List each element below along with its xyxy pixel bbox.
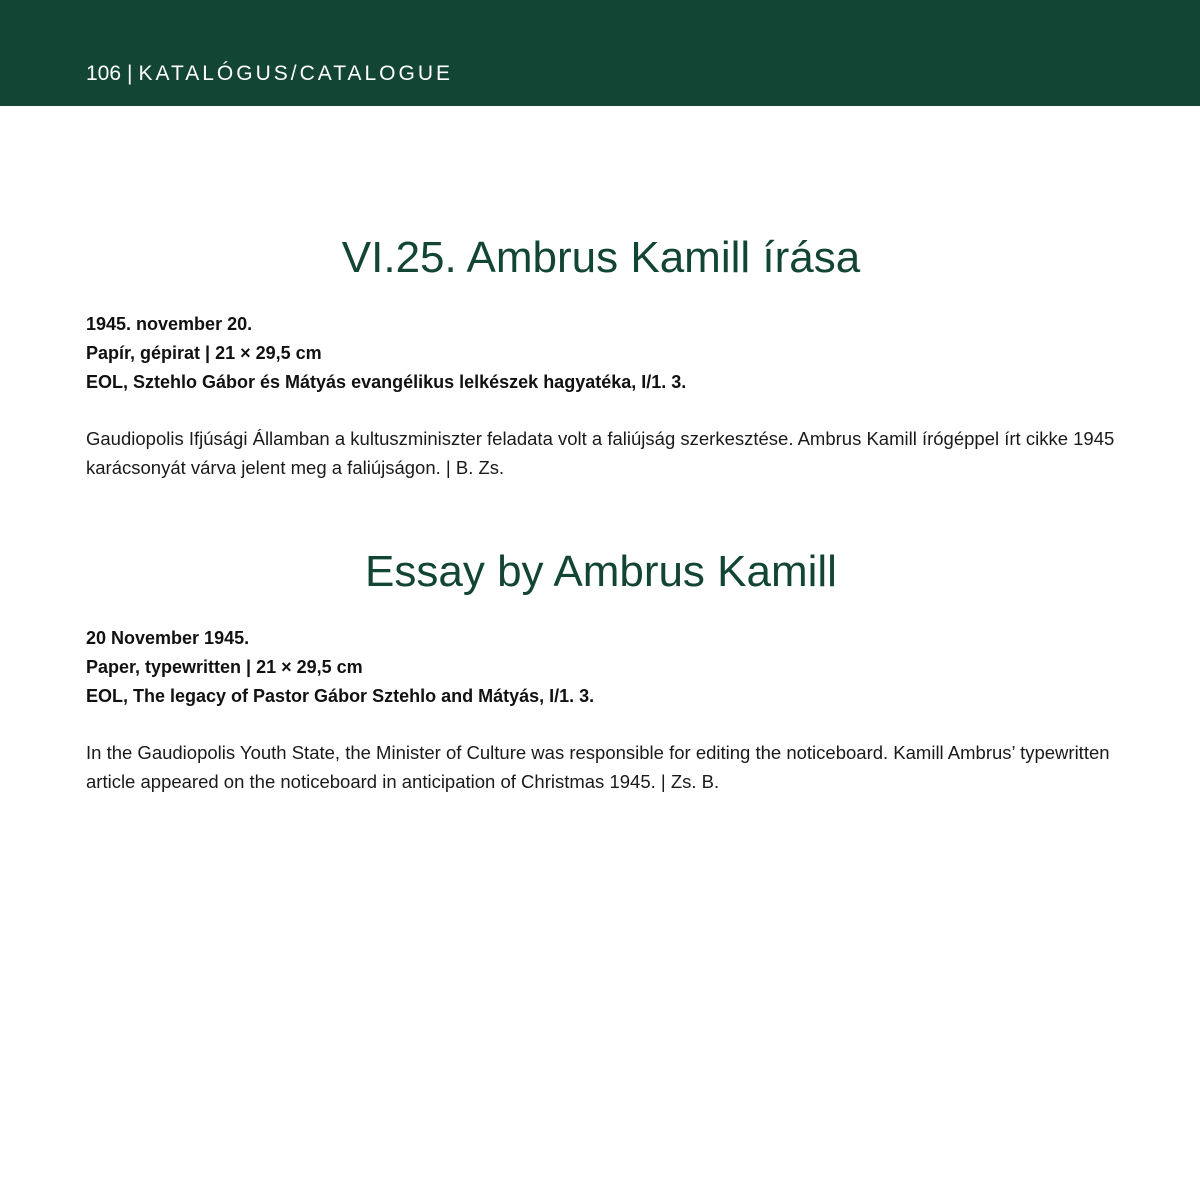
section-label: KATALÓGUS/CATALOGUE bbox=[138, 62, 454, 85]
entry-material: Papír, gépirat | 21 × 29,5 cm bbox=[86, 343, 322, 363]
header-band bbox=[0, 0, 1200, 106]
running-head bbox=[86, 60, 453, 88]
catalogue-entry-hungarian bbox=[86, 230, 1116, 501]
running-head-separator: | bbox=[127, 62, 133, 85]
catalogue-entry-english bbox=[86, 544, 1116, 815]
entry-title-english: Essay by Ambrus Kamill bbox=[365, 547, 837, 596]
entry-description-english: In the Gaudiopolis Youth State, the Minister of Culture was responsible for editing the noticeboard. Kamill Ambrus’ typewritten article appeared on the noticeboard in anticipation of Christmas 1945. | Zs. B. bbox=[86, 742, 1110, 792]
entry-date: 1945. november 20. bbox=[86, 314, 253, 334]
page-number: 106 bbox=[86, 62, 122, 85]
entry-title-hungarian: VI.25. Ambrus Kamill írása bbox=[341, 233, 861, 282]
entry-source: EOL, Sztehlo Gábor és Mátyás evangélikus lelkészek hagyatéka, I/1. 3. bbox=[86, 372, 687, 392]
entry-material: Paper, typewritten | 21 × 29,5 cm bbox=[86, 657, 363, 677]
entry-source: EOL, The legacy of Pastor Gábor Sztehlo and Mátyás, I/1. 3. bbox=[86, 686, 595, 706]
entry-metadata-hungarian bbox=[86, 310, 1116, 397]
entry-description-hungarian: Gaudiopolis Ifjúsági Államban a kultuszminiszter feladata volt a faliújság szerkesztése. Ambrus Kamill írógéppel írt cikke 1945 karácsonyát várva jelent meg a faliújságon. | B. Zs. bbox=[86, 428, 1115, 478]
entry-metadata-english bbox=[86, 624, 1116, 711]
entry-date: 20 November 1945. bbox=[86, 628, 250, 648]
